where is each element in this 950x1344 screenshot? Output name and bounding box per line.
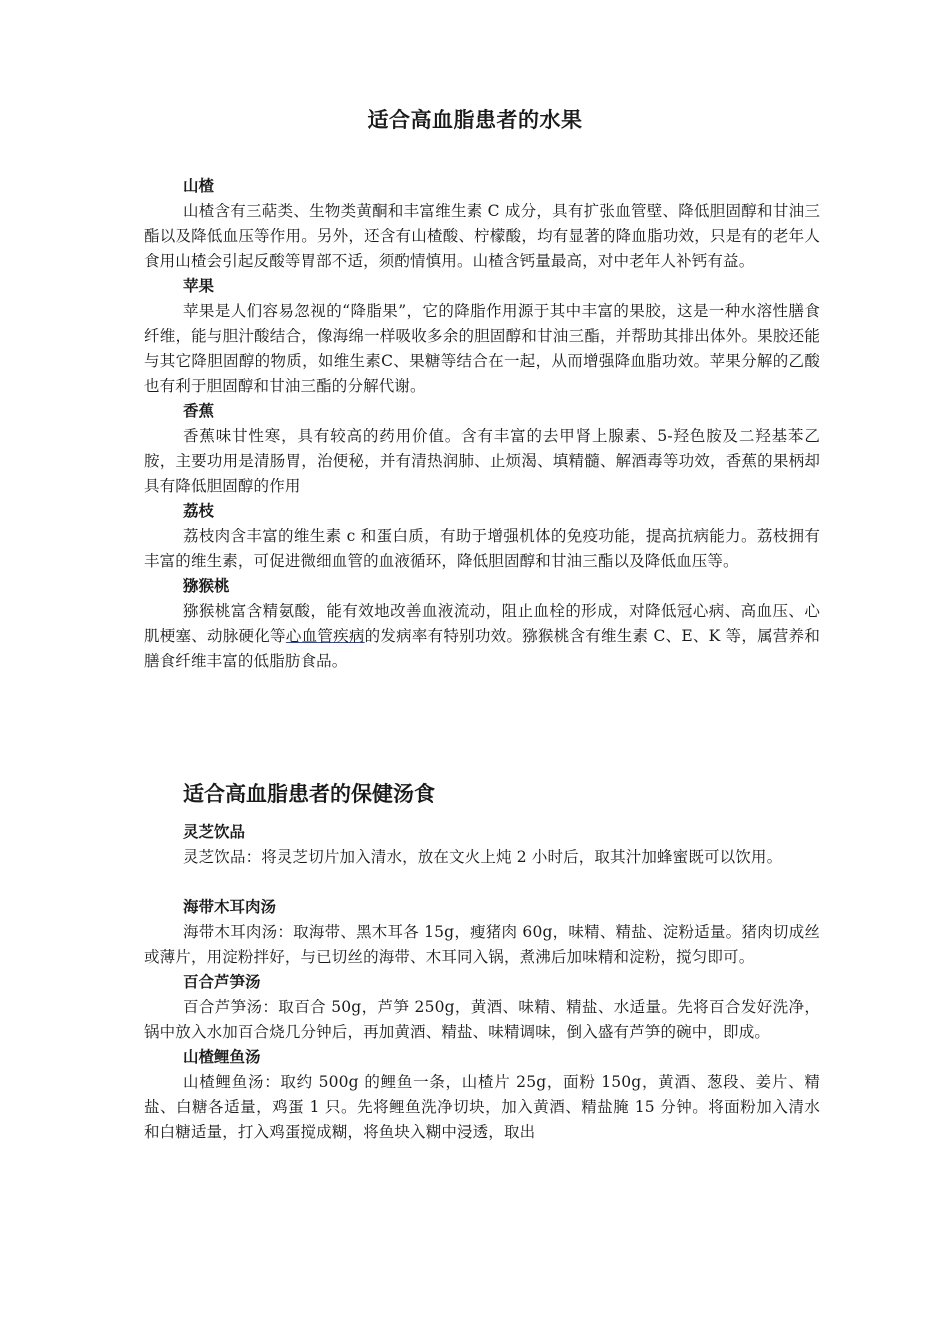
fruit-list <box>144 174 820 674</box>
fruit-heading: 荔枝 <box>183 502 215 520</box>
fruit-heading: 香蕉 <box>183 402 215 420</box>
soup-heading: 灵芝饮品 <box>183 823 246 841</box>
spacer <box>144 870 820 895</box>
soup-list <box>144 820 820 1145</box>
fruit-description: 香蕉味甘性寒，具有较高的药用价值。含有丰富的去甲肾上腺素、5-羟色胺及二羟基苯乙胺，主要功用是清肠胃，治便秘，并有清热润肺、止烦渴、填精髓、解酒毒等功效，香蕉的果柄却具有降低胆固醇的作用 <box>144 427 820 495</box>
soup-heading: 山楂鲤鱼汤 <box>183 1048 261 1066</box>
fruit-item-banana <box>144 399 820 499</box>
text-segment: 的发病率有特别功效。猕猴桃含有维生素 C、E、K 等，属营养和膳食纤维丰富的低脂肪食品。 <box>144 627 820 670</box>
soup-item-hawthorn-carp <box>144 1045 820 1145</box>
fruit-heading: 苹果 <box>183 277 215 295</box>
soup-heading: 百合芦笋汤 <box>183 973 261 991</box>
soup-description: 百合芦笋汤：取百合 50g，芦笋 250g，黄酒、味精、精盐、水适量。先将百合发好洗净，锅中放入水加百合烧几分钟后，再加黄酒、精盐、味精调味，倒入盛有芦笋的碗中，即成。 <box>144 998 820 1041</box>
fruit-item-apple <box>144 274 820 399</box>
fruit-description: 苹果是人们容易忽视的“降脂果”，它的降脂作用源于其中丰富的果胶，这是一种水溶性膳食纤维，能与胆汁酸结合，像海绵一样吸收多余的胆固醇和甘油三酯，并帮助其排出体外。果胶还能与其它降胆固醇的物质，如维生素C、果糖等结合在一起，从而增强降血脂功效。苹果分解的乙酸也有利于胆固醇和甘油三酯的分解代谢。 <box>144 302 820 395</box>
fruit-heading: 山楂 <box>183 177 215 195</box>
soup-item-seaweed-fungus <box>144 895 820 970</box>
fruit-item-lychee <box>144 499 820 574</box>
soup-heading: 海带木耳肉汤 <box>183 898 277 916</box>
cardiovascular-disease-link[interactable]: 心血管疾病 <box>285 627 365 645</box>
fruit-item-kiwi <box>144 574 820 674</box>
soup-description: 灵芝饮品：将灵芝切片加入清水，放在文火上炖 2 小时后，取其汁加蜂蜜既可以饮用。 <box>183 848 783 866</box>
soup-description: 海带木耳肉汤：取海带、黑木耳各 15g，瘦猪肉 60g，味精、精盐、淀粉适量。猪肉切成丝或薄片，用淀粉拌好，与已切丝的海带、木耳同入锅，煮沸后加味精和淀粉，搅匀即可。 <box>144 923 820 966</box>
soup-item-lingzhi <box>144 820 820 870</box>
soup-section-title: 适合高血脂患者的保健汤食 <box>183 782 435 806</box>
soup-item-lily-asparagus <box>144 970 820 1045</box>
fruit-description <box>144 599 820 674</box>
fruit-description: 山楂含有三萜类、生物类黄酮和丰富维生素 C 成分，具有扩张血管壁、降低胆固醇和甘油三酯以及降低血压等作用。另外，还含有山楂酸、柠檬酸，均有显著的降血脂功效，只是有的老年人食用山楂会引起反酸等胃部不适，须酌情慎用。山楂含钙量最高，对中老年人补钙有益。 <box>144 202 820 270</box>
fruit-heading: 猕猴桃 <box>183 577 230 595</box>
fruit-item-hawthorn <box>144 174 820 274</box>
text-segment: 猕猴桃富含精氨酸，能有效地改善血液流动，阻止血栓的形成，对降低冠心病、高血压、心肌梗塞、动脉硬化等 <box>144 602 820 645</box>
fruit-description: 荔枝肉含丰富的维生素 c 和蛋白质，有助于增强机体的免疫功能，提高抗病能力。荔枝拥有丰富的维生素，可促进微细血管的血液循环，降低胆固醇和甘油三酯以及降低血压等。 <box>144 527 820 570</box>
soup-description: 山楂鲤鱼汤：取约 500g 的鲤鱼一条，山楂片 25g，面粉 150g，黄酒、葱段、姜片、精盐、白糖各适量，鸡蛋 1 只。先将鲤鱼洗净切块，加入黄酒、精盐腌 15 分钟。将面粉加入清水和白糖适量，打入鸡蛋搅成糊，将鱼块入糊中浸透，取出 <box>144 1073 820 1141</box>
page-title: 适合高血脂患者的水果 <box>367 108 583 132</box>
